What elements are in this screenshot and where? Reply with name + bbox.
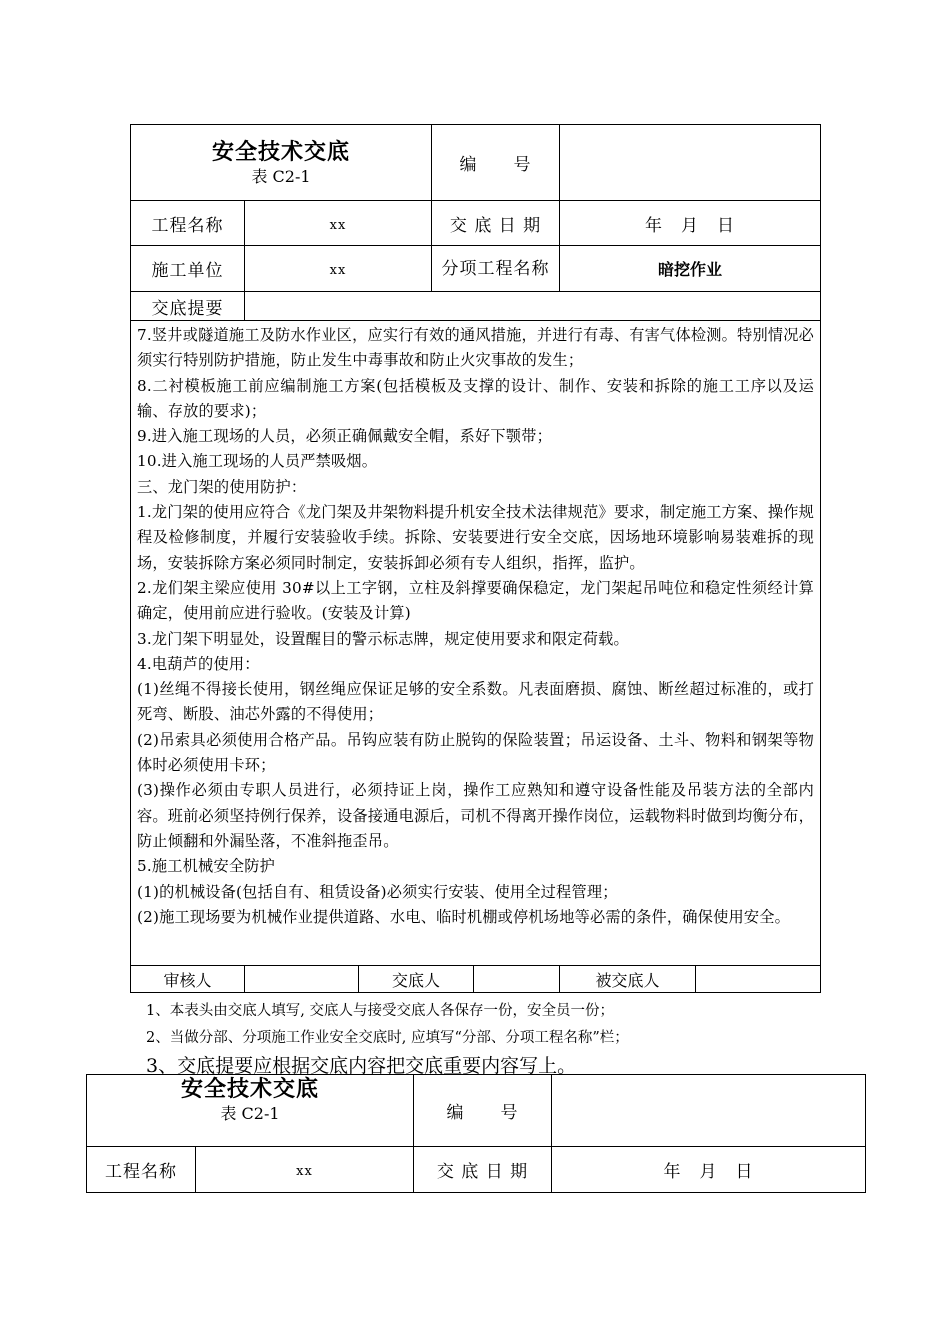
note-line: 2、当做分部、分项施工作业安全交底时, 应填写“分部、分项工程名称”栏； <box>146 1030 629 1046</box>
unit-label: 施工单位 <box>151 261 224 281</box>
content-paragraph: (2)吊索具必须使用合格产品。吊钩应装有防止脱钩的保险装置；吊运设备、土斗、物料和钢架等物体时必须使用卡环； <box>137 730 815 775</box>
number-label: 编 号 <box>459 155 532 175</box>
summary-row <box>131 292 821 321</box>
sub-project-label-cell <box>432 246 560 292</box>
content-row <box>131 321 821 966</box>
unit-row <box>131 246 821 292</box>
project-name-label-cell <box>131 201 245 246</box>
project-name-field[interactable] <box>245 201 432 246</box>
unit-field[interactable] <box>245 246 432 292</box>
date-label: 交 底 日 期 <box>436 1162 529 1182</box>
form-title-cell <box>131 125 432 201</box>
project-name-label-cell <box>87 1147 196 1193</box>
date-label: 交 底 日 期 <box>449 215 542 236</box>
project-name-value: xx <box>329 217 347 233</box>
content-paragraph: 2.龙们架主梁应使用 30#以上工字钢，立柱及斜撑要确保稳定，龙门架起吊吨位和稳定性须经计算确定，使用前应进行验收。(安装及计算) <box>137 578 815 623</box>
date-label-cell <box>414 1147 552 1193</box>
section-heading: 三、龙门架的使用防护： <box>137 477 307 496</box>
summary-label: 交底提要 <box>151 298 224 319</box>
date-label-cell <box>432 201 560 246</box>
content-paragraph: 1.龙门架的使用应符合《龙门架及井架物料提升机安全技术法律规范》要求，制定施工方案、操作规程及检修制度，并履行安装验收手续。拆除、安装要进行安全交底，因场地环境影响易装难拆的现场，安装拆除方案必须同时制定，安装拆卸必须有专人组织，指挥，监护。 <box>137 503 815 572</box>
number-label-cell <box>414 1075 552 1147</box>
project-name-label: 工程名称 <box>105 1162 177 1182</box>
project-row <box>131 201 821 246</box>
content-paragraph: 3.龙门架下明显处，设置醒目的警示标志牌，规定使用要求和限定荷载。 <box>137 629 629 648</box>
date-value: 年 月 日 <box>645 215 736 236</box>
discloser-label: 交底人 <box>359 966 474 993</box>
project-name-label: 工程名称 <box>151 215 224 236</box>
content-paragraph: 7.竖井或隧道施工及防水作业区，应实行有效的通风措施，并进行有毒、有害气体检测。特别情况必须实行特别防护措施，防止发生中毒事故和防止火灾事故的发生； <box>137 326 815 370</box>
content-paragraph: 10.进入施工现场的人员严禁吸烟。 <box>137 452 378 471</box>
number-label-cell <box>432 125 560 201</box>
disclosure-content <box>131 321 821 966</box>
note-line: 3、交底提要应根据交底内容把交底重要内容写上。 <box>146 1055 577 1077</box>
form-notes <box>146 998 846 1080</box>
content-paragraph: (2)施工现场要为机械作业提供道路、水电、临时机棚或停机场地等必需的条件，确保使用安全。 <box>137 907 791 926</box>
discloser-field[interactable] <box>474 966 560 993</box>
form-title: 安全技术交底 <box>212 138 351 165</box>
form-title-cell <box>87 1075 414 1147</box>
note-line: 1、本表头由交底人填写, 交底人与接受交底人各保存一份，安全员一份； <box>146 1003 614 1019</box>
header-row <box>131 125 821 201</box>
unit-value: xx <box>329 263 347 278</box>
form-code: 表 C2-1 <box>251 166 311 186</box>
content-paragraph: 4.电葫芦的使用： <box>137 654 260 673</box>
project-row <box>87 1147 866 1193</box>
content-paragraph: (3)操作必须由专职人员进行，必须持证上岗，操作工应熟知和遵守设备性能及吊装方法的全部内容。班前必须坚持例行保养，设备接通电源后，司机不得离开操作岗位，运载物料时做到均衡分布，防止倾翻和外漏坠落，不准斜拖歪吊。 <box>137 781 815 850</box>
reviewer-label: 审核人 <box>131 966 245 993</box>
sub-project-field[interactable] <box>560 246 821 292</box>
sub-project-label: 分项工程名称 <box>441 258 550 279</box>
content-paragraph: (1)丝绳不得接长使用，钢丝绳应保证足够的安全系数。凡表面磨损、腐蚀、断丝超过标准的，或打死弯、断股、油芯外露的不得使用； <box>137 680 815 724</box>
signature-row <box>131 966 821 993</box>
number-label: 编 号 <box>446 1103 519 1123</box>
form-title: 安全技术交底 <box>181 1076 320 1102</box>
summary-field[interactable] <box>245 292 821 321</box>
header-row <box>87 1075 866 1147</box>
content-paragraph: 8.二衬模板施工前应编制施工方案(包括模板及支撑的设计、制作、安装和拆除的施工工序以及运输、存放的要求)； <box>137 376 815 420</box>
receiver-field[interactable] <box>696 966 821 993</box>
receiver-label: 被交底人 <box>560 966 696 993</box>
form-code: 表 C2-1 <box>220 1104 280 1123</box>
reviewer-field[interactable] <box>245 966 359 993</box>
number-field[interactable] <box>552 1075 866 1147</box>
summary-label-cell <box>131 292 245 321</box>
number-field[interactable] <box>560 125 821 201</box>
date-value: 年 月 日 <box>663 1162 754 1182</box>
date-field[interactable] <box>552 1147 866 1193</box>
safety-disclosure-form <box>130 124 821 993</box>
content-paragraph: 5.施工机械安全防护 <box>137 857 275 876</box>
unit-label-cell <box>131 246 245 292</box>
content-paragraph: (1)的机械设备(包括自有、租赁设备)必须实行安装、使用全过程管理； <box>137 882 618 901</box>
project-name-field[interactable] <box>196 1147 414 1193</box>
date-field[interactable] <box>560 201 821 246</box>
project-name-value: xx <box>296 1164 313 1179</box>
sub-project-value: 暗挖作业 <box>658 260 723 279</box>
safety-disclosure-form-2 <box>86 1074 866 1193</box>
content-paragraph: 9.进入施工现场的人员，必须正确佩戴安全帽，系好下颚带； <box>137 427 552 446</box>
